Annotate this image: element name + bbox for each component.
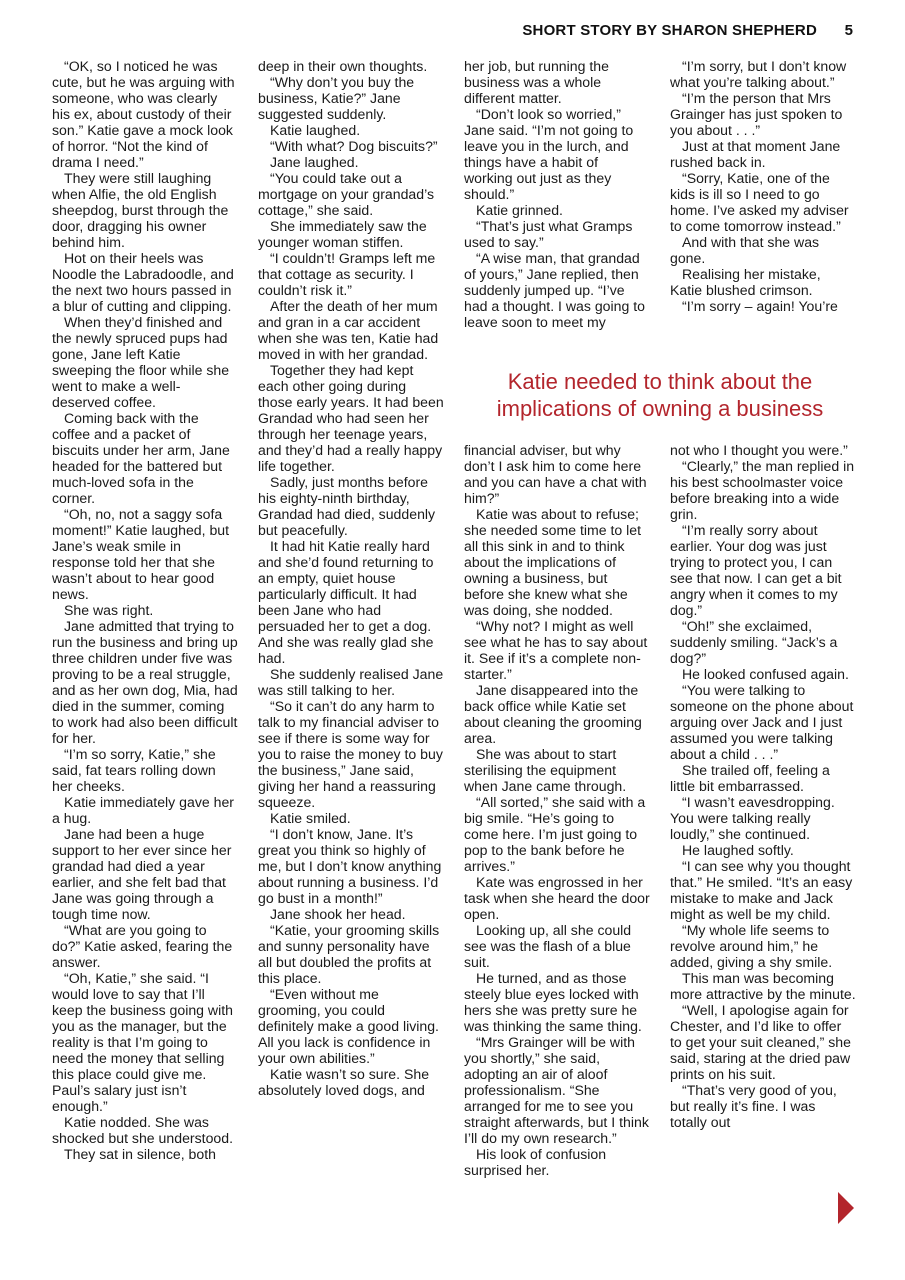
story-paragraph: Sadly, just months before his eighty-ninth birthday, Grandad had died, suddenly but peacefully. (258, 474, 436, 538)
story-paragraph: She was about to start sterilising the equipment when Jane came through. (464, 746, 627, 794)
story-paragraph: Hot on their heels was Noodle the Labradoodle, and the next two hours passed in a blur of cutting and clipping. (52, 250, 234, 314)
story-paragraph: Katie smiled. (270, 810, 351, 826)
story-paragraph: “With what? Dog biscuits?” (270, 138, 438, 154)
story-paragraph: Katie grinned. (476, 202, 563, 218)
story-paragraph: her job, but running the business was a whole different matter. (464, 58, 609, 106)
story-paragraph: not who I thought you were.” (670, 442, 848, 458)
story-paragraph: He looked confused again. (682, 666, 849, 682)
story-paragraph: “OK, so I noticed he was cute, but he was arguing with someone, who was clearly his ex, about custody of their son.” Katie gave a mock look of horror. “Not the kind of drama I need.” (52, 58, 235, 170)
story-paragraph: Jane disappeared into the back office while Katie set about cleaning the grooming area. (464, 682, 642, 746)
story-paragraph: “Don’t look so worried,” Jane said. “I’m not going to leave you in the lurch, and things have a habit of working out just as they should.” (464, 106, 634, 202)
story-paragraph: Jane shook her head. (270, 906, 406, 922)
story-paragraph: Katie was about to refuse; she needed some time to let all this sink in and to think about the implications of owning a business, but before she knew what she was doing, she nodded. (464, 506, 642, 618)
story-paragraph: It had hit Katie really hard and she’d found returning to an empty, quiet house particularly difficult. It had been Jane who had persuaded her to get a dog. And she was really glad she had. (258, 538, 434, 666)
story-paragraph: “Clearly,” the man replied in his best schoolmaster voice before breaking into a wide grin. (670, 458, 855, 522)
story-paragraph: This man was becoming more attractive by the minute. (670, 970, 856, 1002)
story-paragraph: Katie wasn’t so sure. She absolutely loved dogs, and (258, 1066, 430, 1098)
story-paragraph: financial adviser, but why don’t I ask him to come here and you can have a chat with him?” (464, 442, 647, 506)
story-paragraph: “Oh, no, not a saggy sofa moment!” Katie laughed, but Jane’s weak smile in response told her that she wasn’t about to hear good news. (52, 506, 230, 602)
story-paragraph: “I don’t know, Jane. It’s great you think so highly of me, but I don’t know anything about running a business. I’d go bust in a month!” (258, 826, 442, 906)
story-paragraph: deep in their own thoughts. (258, 58, 428, 74)
story-paragraph: His look of confusion surprised her. (464, 1146, 607, 1178)
story-paragraph: Jane had been a huge support to her ever since her grandad had died a year earlier, and she felt bad that Jane was going through a tough time now. (52, 826, 232, 922)
story-paragraph: “Why don’t you buy the business, Katie?” Jane suggested suddenly. (258, 74, 415, 122)
story-paragraph: Just at that moment Jane rushed back in. (670, 138, 841, 170)
story-paragraph: Looking up, all she could see was the flash of a blue suit. (464, 922, 632, 970)
story-paragraph: He laughed softly. (682, 842, 794, 858)
story-paragraph: “My whole life seems to revolve around him,” he added, giving a shy smile. (670, 922, 833, 970)
story-paragraph: “Oh, Katie,” she said. “I would love to say that I’ll keep the business going with you as the manager, but the reality is that I’m going to need the money that selling this place could give me. Paul’s salary just isn’t enough.” (52, 970, 233, 1114)
story-paragraph: “Sorry, Katie, one of the kids is ill so I need to go home. I’ve asked my adviser to come tomorrow instead.” (670, 170, 849, 234)
story-paragraph: When they’d finished and the newly spruced pups had gone, Jane left Katie sweeping the floor while she went to make a well-deserved coffee. (52, 314, 230, 410)
story-paragraph: “Well, I apologise again for Chester, and I’d like to offer to get your suit cleaned,” she said, staring at the dried paw prints on his suit. (670, 1002, 851, 1082)
story-paragraph: They sat in silence, both (64, 1146, 216, 1162)
page-header (0, 20, 905, 44)
story-paragraph: “Even without me grooming, you could definitely make a good living. All you lack is confidence in your own abilities.” (258, 986, 439, 1066)
story-paragraph: “A wise man, that grandad of yours,” Jane replied, then suddenly jumped up. “I’ve had a thought. I was going to leave soon to meet my (464, 250, 646, 330)
story-byline: SHORT STORY BY SHARON SHEPHERD (522, 22, 817, 39)
story-paragraph: “Oh!” she exclaimed, suddenly smiling. “Jack’s a dog?” (670, 618, 838, 666)
story-paragraph: “That’s very good of you, but really it’s fine. I was totally out (670, 1082, 837, 1130)
story-paragraph: She was right. (64, 602, 154, 618)
story-paragraph: Katie immediately gave her a hug. (52, 794, 234, 826)
story-paragraph: “I’m the person that Mrs Grainger has just spoken to you about . . .” (670, 90, 843, 138)
text-column-2 (258, 58, 444, 1098)
story-paragraph: “You could take out a mortgage on your grandad’s cottage,” she said. (258, 170, 435, 218)
story-paragraph: Realising her mistake, Katie blushed crimson. (670, 266, 821, 298)
story-paragraph: He turned, and as those steely blue eyes locked with hers she was pretty sure he was thinking the same thing. (464, 970, 642, 1034)
story-paragraph: Together they had kept each other going during those early years. It had been Grandad who had seen her through her teenage years, and they’d had a really happy life together. (258, 362, 444, 474)
story-paragraph: “I’m sorry, but I don’t know what you’re talking about.” (670, 58, 847, 90)
story-paragraph: “All sorted,” she said with a big smile. “He’s going to come here. I’m just going to pop to the bank before he arrives.” (464, 794, 646, 874)
story-paragraph: She immediately saw the younger woman stiffen. (258, 218, 427, 250)
text-column-4-top (670, 58, 856, 314)
story-paragraph: “What are you going to do?” Katie asked, fearing the answer. (52, 922, 233, 970)
story-paragraph: She suddenly realised Jane was still talking to her. (258, 666, 444, 698)
story-paragraph: Coming back with the coffee and a packet of biscuits under her arm, Jane headed for the battered but much-loved sofa in the corner. (52, 410, 230, 506)
story-paragraph: “That’s just what Gramps used to say.” (464, 218, 633, 250)
story-paragraph: “You were talking to someone on the phone about arguing over Jack and I just assumed you were talking about a child . . .” (670, 682, 854, 762)
text-column-3-bottom (464, 442, 650, 1178)
text-column-4-bottom (670, 442, 856, 1130)
story-paragraph: After the death of her mum and gran in a car accident when she was ten, Katie had moved in with her grandad. (258, 298, 439, 362)
story-paragraph: “I can see why you thought that.” He smiled. “It’s an easy mistake to make and Jack might as well be my child. (670, 858, 853, 922)
page-number: 5 (844, 22, 853, 39)
text-column-3-top (464, 58, 650, 330)
story-paragraph: Kate was engrossed in her task when she heard the door open. (464, 874, 650, 922)
story-paragraph: Katie nodded. She was shocked but she understood. (52, 1114, 233, 1146)
story-paragraph: “Mrs Grainger will be with you shortly,” she said, adopting an air of aloof professionalism. “She arranged for me to see you straight afterwards, but I think I’ll do my own research.” (464, 1034, 649, 1146)
story-paragraph: “I wasn’t eavesdropping. You were talking really loudly,” she continued. (670, 794, 835, 842)
story-paragraph: And with that she was gone. (670, 234, 820, 266)
story-paragraph: Katie laughed. (270, 122, 361, 138)
story-paragraph: “I couldn’t! Gramps left me that cottage as security. I couldn’t risk it.” (258, 250, 436, 298)
text-column-1 (52, 58, 238, 1162)
story-paragraph: “Katie, your grooming skills and sunny personality have all but doubled the profits at this place. (258, 922, 440, 986)
continue-arrow-icon (838, 1192, 854, 1224)
story-paragraph: “I’m so sorry, Katie,” she said, fat tears rolling down her cheeks. (52, 746, 216, 794)
story-paragraph: They were still laughing when Alfie, the old English sheepdog, burst through the door, dragging his owner behind him. (52, 170, 229, 250)
story-paragraph: “Why not? I might as well see what he has to say about it. See if it’s a complete non-starter.” (464, 618, 648, 682)
story-paragraph: “I’m really sorry about earlier. Your dog was just trying to protect you, I can see that now. I can get a bit angry when it comes to my dog.” (670, 522, 842, 618)
pull-quote: Katie needed to think about the implications of owning a business (496, 369, 824, 421)
story-paragraph: Jane laughed. (270, 154, 359, 170)
story-paragraph: “I’m sorry – again! You’re (682, 298, 838, 314)
story-paragraph: “So it can’t do any harm to talk to my financial adviser to see if there is some way for you to raise the money to buy the business,” Jane said, giving her hand a reassuring squeeze. (258, 698, 443, 810)
story-paragraph: Jane admitted that trying to run the business and bring up three children under five was proving to be a real struggle, and as her own dog, Mia, had died in the summer, coming to work had also been difficult for her. (52, 618, 238, 746)
story-paragraph: She trailed off, feeling a little bit embarrassed. (670, 762, 830, 794)
